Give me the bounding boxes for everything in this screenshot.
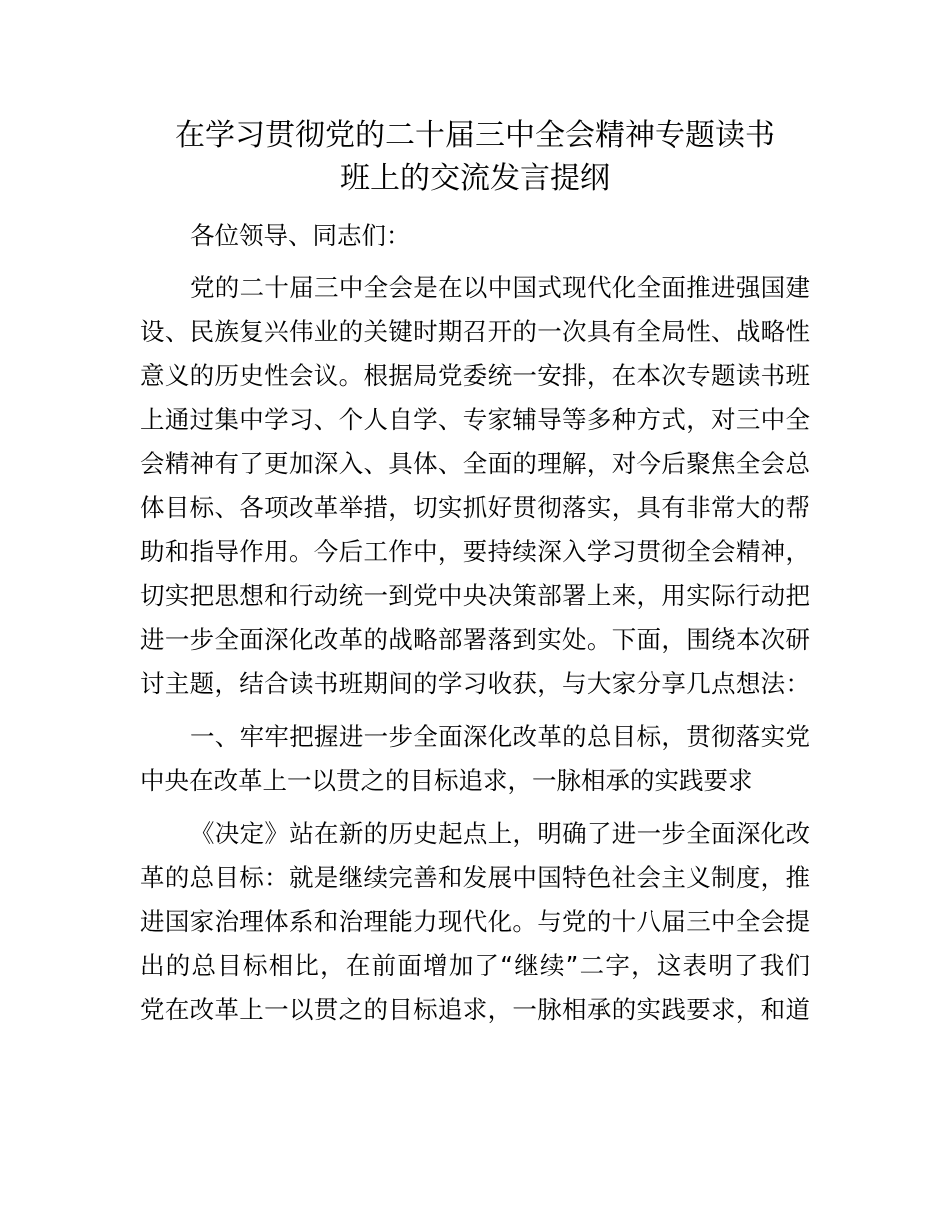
paragraph-1-line: 切实把思想和行动统一到党中央决策部署上来，用实际行动把 xyxy=(140,581,810,610)
paragraph-1-line: 上通过集中学习、个人自学、专家辅导等多种方式，对三中全 xyxy=(140,405,810,434)
paragraph-1-line: 党的二十届三中全会是在以中国式现代化全面推进强国建 xyxy=(190,273,810,302)
paragraph-1-line: 助和指导作用。今后工作中，要持续深入学习贯彻全会精神， xyxy=(140,537,810,566)
paragraph-1-line: 讨主题，结合读书班期间的学习收获，与大家分享几点想法： xyxy=(140,669,810,698)
paragraph-1-line: 意义的历史性会议。根据局党委统一安排，在本次专题读书班 xyxy=(140,361,810,390)
paragraph-1-line: 体目标、各项改革举措，切实抓好贯彻落实，具有非常大的帮 xyxy=(140,493,810,522)
paragraph-1-line: 进一步全面深化改革的战略部署落到实处。下面，围绕本次研 xyxy=(140,625,810,654)
section-heading-1-line: 中央在改革上一以贯之的目标追求，一脉相承的实践要求 xyxy=(140,766,753,795)
paragraph-2-line: 进国家治理体系和治理能力现代化。与党的十八届三中全会提 xyxy=(140,907,810,936)
document-title-line-2: 班上的交流发言提纲 xyxy=(340,161,610,196)
document-title-line-1: 在学习贯彻党的二十届三中全会精神专题读书 xyxy=(175,118,775,153)
salutation: 各位领导、同志们： xyxy=(190,221,411,250)
paragraph-2-line: 《决定》站在新的历史起点上，明确了进一步全面深化改 xyxy=(190,819,810,848)
paragraph-2-line: 出的总目标相比，在前面增加了“继续”二字，这表明了我们 xyxy=(140,951,810,980)
paragraph-1-line: 设、民族复兴伟业的关键时期召开的一次具有全局性、战略性 xyxy=(140,317,810,346)
paragraph-1-line: 会精神有了更加深入、具体、全面的理解，对今后聚焦全会总 xyxy=(140,449,810,478)
section-heading-1-line: 一、牢牢把握进一步全面深化改革的总目标，贯彻落实党 xyxy=(190,722,810,751)
paragraph-2-line: 革的总目标：就是继续完善和发展中国特色社会主义制度，推 xyxy=(140,863,810,892)
paragraph-2-line: 党在改革上一以贯之的目标追求，一脉相承的实践要求，和道 xyxy=(140,995,810,1024)
